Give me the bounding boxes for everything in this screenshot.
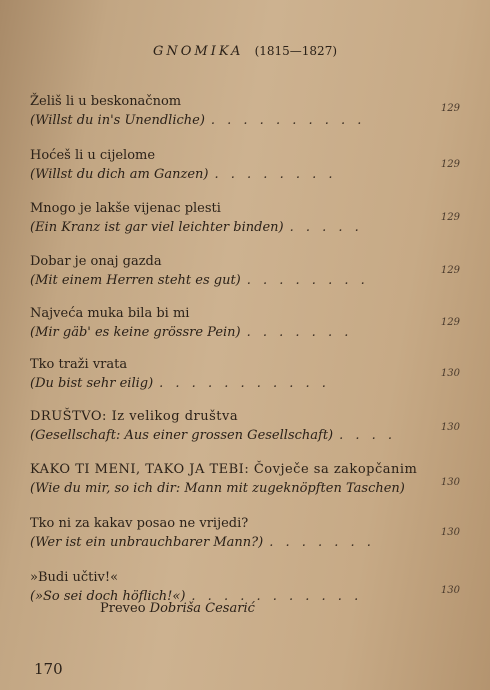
toc-entry: [30, 460, 460, 498]
toc-entry: [30, 146, 460, 184]
entry-german-text: (Gesellschaft: Aus einer grossen Gesellschaft): [30, 428, 334, 443]
section-years: (1815—1827): [254, 44, 338, 58]
entry-german-title: [30, 265, 460, 290]
entry-german-text: (Mir gäb' es keine grössre Pein): [30, 325, 241, 340]
entry-german-text: (Mit einem Herren steht es gut): [30, 273, 241, 288]
entry-croatian-title: KAKO TI MENI, TAKO JA TEBI: Čovječe sa zakopčanim: [30, 462, 418, 477]
entry-german-text: (»So sei doch höflich!«): [30, 589, 186, 604]
section-header: [0, 44, 490, 59]
leader-dots: . . . . . . . .: [214, 167, 337, 182]
translator-credit: [100, 601, 255, 616]
entry-german-title: [30, 527, 460, 552]
entry-page-number: 129: [440, 317, 460, 328]
entry-german-title: [30, 317, 460, 342]
leader-dots: . . . . . . . . . . .: [159, 376, 330, 391]
toc-entry: [30, 304, 460, 342]
leader-dots: . . . . . . .: [269, 535, 375, 550]
entry-german-text: (Willst du dich am Ganzen): [30, 167, 209, 182]
leader-dots: . . . . . . . . . . .: [191, 589, 363, 604]
entry-croatian-title: Najveća muka bila bi mi: [30, 306, 190, 321]
entry-croatian-title: Želiš li u beskonačnom: [30, 94, 182, 109]
entry-page-number: 130: [440, 368, 460, 379]
translator-prefix: Preveo: [100, 601, 146, 616]
entry-german-title: [30, 422, 460, 445]
translator-name: Dobriša Cesarić: [149, 601, 255, 616]
toc-entry: [30, 199, 460, 237]
leader-dots: . . . . . . . . . .: [210, 113, 366, 128]
entry-croatian-title: Tko traži vrata: [30, 357, 128, 372]
toc-entry: [30, 355, 460, 393]
leader-dots: . . . .: [339, 428, 397, 443]
entry-page-number: 130: [440, 422, 460, 433]
entry-german-title: [30, 212, 460, 237]
entry-german-title: [30, 103, 460, 130]
leader-dots: . . . . .: [289, 220, 363, 235]
toc-entry: [30, 514, 460, 552]
entry-german-title: [30, 159, 460, 184]
toc-entry: [30, 92, 460, 130]
entry-german-text: (Wie du mir, so ich dir: Mann mit zugeknöpften Taschen): [30, 481, 405, 496]
entry-german-text: (Wer ist ein unbrauchbarer Mann?): [30, 535, 264, 550]
entry-croatian-title: Mnogo je lakše vijenac plesti: [30, 201, 221, 216]
entry-croatian-title: Dobar je onaj gazda: [30, 254, 162, 269]
entry-page-number: 129: [440, 159, 460, 170]
entry-croatian-title: »Budi učtiv!«: [30, 570, 119, 585]
page-number: 170: [34, 660, 63, 678]
toc-entry: [30, 407, 460, 445]
entry-page-number: 130: [440, 527, 460, 538]
entry-german-text: (Willst du in's Unendliche): [30, 113, 205, 128]
entry-page-number: 129: [440, 212, 460, 223]
entry-german-title: [30, 368, 460, 393]
section-title: GNOMIKA: [152, 44, 244, 59]
toc-entry: [30, 252, 460, 290]
entry-german-text: (Du bist sehr eilig): [30, 376, 154, 391]
entry-page-number: 129: [440, 265, 460, 276]
entry-german-title: [30, 479, 460, 498]
leader-dots: . . . . . . . .: [246, 273, 369, 288]
entry-german-text: (Ein Kranz ist gar viel leichter binden): [30, 220, 284, 235]
entry-croatian-title: Tko ni za kakav posao ne vrijedi?: [30, 516, 249, 531]
entry-croatian-title: Hoćeš li u cijelome: [30, 148, 156, 163]
leader-dots: . . . . . . .: [246, 325, 353, 340]
entry-croatian-title: DRUŠTVO: Iz velikog društva: [30, 409, 239, 424]
entry-page-number: 130: [440, 585, 460, 596]
entry-page-number: 129: [440, 103, 460, 114]
entry-page-number: 130: [440, 477, 460, 488]
